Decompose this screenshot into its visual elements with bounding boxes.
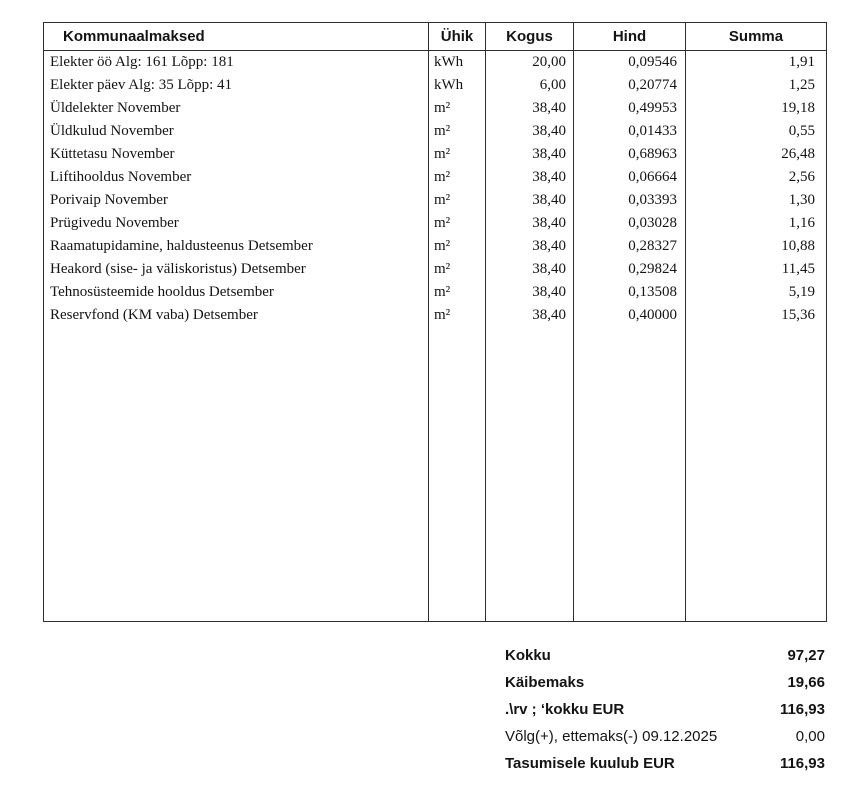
- row-price: 0,09546: [573, 51, 685, 74]
- row-quantity: 38,40: [485, 304, 573, 327]
- row-unit: m²: [428, 258, 485, 281]
- row-price: 0,20774: [573, 74, 685, 97]
- row-price: 0,03028: [573, 212, 685, 235]
- summary-line-invoice-total: [505, 696, 825, 723]
- table-row: [44, 212, 826, 235]
- row-sum: 10,88: [685, 235, 826, 258]
- table-row: [44, 97, 826, 120]
- row-price: 0,29824: [573, 258, 685, 281]
- column-header-name: Kommunaalmaksed: [63, 28, 205, 45]
- row-unit: m²: [428, 97, 485, 120]
- row-name: Elekter öö Alg: 161 Lõpp: 181: [50, 54, 234, 70]
- row-sum: 1,30: [685, 189, 826, 212]
- empty-cell: [485, 327, 573, 621]
- summary-value: 19,66: [787, 674, 825, 691]
- row-price: 0,40000: [573, 304, 685, 327]
- summary-value: 116,93: [779, 755, 825, 772]
- summary-line-debt-prepayment: [505, 723, 825, 750]
- table-row: [44, 51, 826, 74]
- summary-section: [505, 642, 825, 777]
- row-unit: m²: [428, 304, 485, 327]
- row-quantity: 20,00: [485, 51, 573, 74]
- row-sum: 11,45: [685, 258, 826, 281]
- row-price: 0,49953: [573, 97, 685, 120]
- row-price: 0,68963: [573, 143, 685, 166]
- row-quantity: 38,40: [485, 166, 573, 189]
- row-price: 0,06664: [573, 166, 685, 189]
- row-name: Liftihooldus November: [50, 169, 192, 185]
- row-unit: m²: [428, 120, 485, 143]
- table-row: [44, 143, 826, 166]
- row-name: Küttetasu November: [50, 146, 175, 162]
- summary-label: Tasumisele kuulub EUR: [505, 755, 675, 772]
- column-header-price: Hind: [573, 23, 685, 50]
- row-sum: 1,16: [685, 212, 826, 235]
- table-body: [44, 51, 826, 327]
- table-row: [44, 235, 826, 258]
- empty-cell: [573, 327, 685, 621]
- column-header-quantity: Kogus: [485, 23, 573, 50]
- summary-value: 116,93: [779, 701, 825, 718]
- column-header-sum: Summa: [685, 23, 826, 50]
- row-sum: 0,55: [685, 120, 826, 143]
- table-row: [44, 74, 826, 97]
- summary-line-vat: [505, 669, 825, 696]
- row-quantity: 38,40: [485, 120, 573, 143]
- charges-table: [43, 22, 827, 622]
- row-name: Üldelekter November: [50, 100, 181, 116]
- row-unit: kWh: [428, 51, 485, 74]
- table-row: [44, 120, 826, 143]
- table-empty-area: [44, 327, 826, 621]
- row-name: Heakord (sise- ja väliskoristus) Detsember: [50, 261, 306, 277]
- row-quantity: 38,40: [485, 212, 573, 235]
- row-name: Üldkulud November: [50, 123, 174, 139]
- empty-cell: [428, 327, 485, 621]
- row-name: Tehnosüsteemide hooldus Detsember: [50, 284, 274, 300]
- row-sum: 1,91: [685, 51, 826, 74]
- row-price: 0,01433: [573, 120, 685, 143]
- row-quantity: 6,00: [485, 74, 573, 97]
- row-unit: m²: [428, 189, 485, 212]
- summary-value: 0,00: [795, 728, 825, 745]
- row-unit: m²: [428, 166, 485, 189]
- row-sum: 26,48: [685, 143, 826, 166]
- row-price: 0,28327: [573, 235, 685, 258]
- column-header-unit: Ühik: [428, 23, 485, 50]
- row-name: Raamatupidamine, haldusteenus Detsember: [50, 238, 313, 254]
- row-unit: m²: [428, 235, 485, 258]
- row-quantity: 38,40: [485, 189, 573, 212]
- row-unit: kWh: [428, 74, 485, 97]
- row-sum: 1,25: [685, 74, 826, 97]
- row-sum: 2,56: [685, 166, 826, 189]
- row-sum: 15,36: [685, 304, 826, 327]
- row-price: 0,03393: [573, 189, 685, 212]
- table-row: [44, 166, 826, 189]
- table-row: [44, 258, 826, 281]
- row-unit: m²: [428, 212, 485, 235]
- table-row: [44, 281, 826, 304]
- row-name: Porivaip November: [50, 192, 168, 208]
- row-name: Prügivedu November: [50, 215, 179, 231]
- row-name: Reservfond (KM vaba) Detsember: [50, 307, 258, 323]
- table-row: [44, 304, 826, 327]
- row-name: Elekter päev Alg: 35 Lõpp: 41: [50, 77, 233, 93]
- row-quantity: 38,40: [485, 281, 573, 304]
- row-quantity: 38,40: [485, 235, 573, 258]
- summary-label: .\rv ; ‘kokku EUR: [505, 701, 625, 718]
- summary-label: Käibemaks: [505, 674, 585, 691]
- summary-label: Kokku: [505, 647, 551, 664]
- empty-cell: [685, 327, 826, 621]
- table-header-row: [44, 23, 826, 51]
- row-sum: 5,19: [685, 281, 826, 304]
- row-quantity: 38,40: [485, 258, 573, 281]
- row-quantity: 38,40: [485, 143, 573, 166]
- row-price: 0,13508: [573, 281, 685, 304]
- table-row: [44, 189, 826, 212]
- row-quantity: 38,40: [485, 97, 573, 120]
- row-unit: m²: [428, 281, 485, 304]
- empty-cell: [44, 327, 428, 621]
- summary-line-amount-due: [505, 750, 825, 777]
- row-unit: m²: [428, 143, 485, 166]
- row-sum: 19,18: [685, 97, 826, 120]
- summary-line-total-net: [505, 642, 825, 669]
- summary-label: Võlg(+), ettemaks(-) 09.12.2025: [505, 728, 718, 745]
- summary-value: 97,27: [787, 647, 825, 664]
